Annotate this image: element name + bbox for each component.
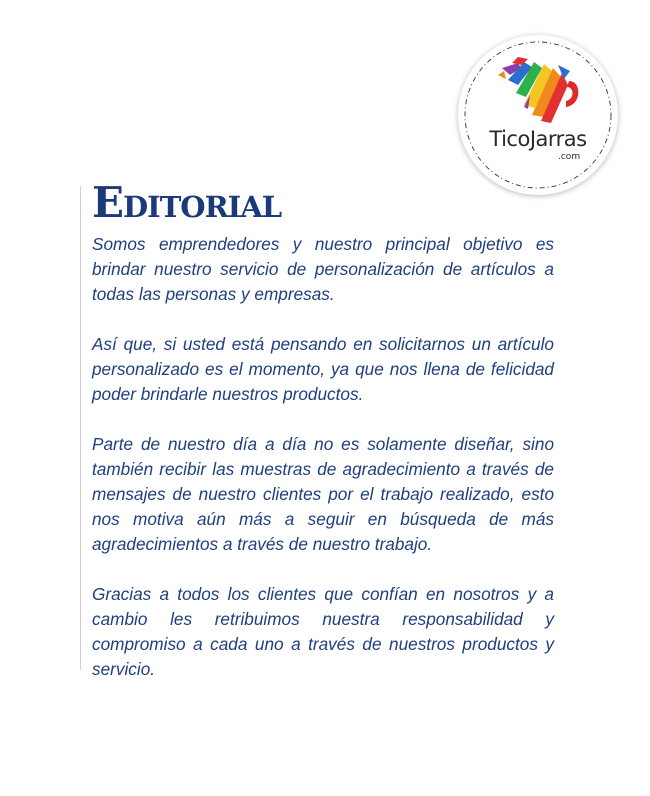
brand-logo-badge	[458, 35, 618, 195]
paragraph: Somos emprendedores y nuestro principal objetivo es brindar nuestro servicio de personalización de artículos a todas las personas y empresas.	[92, 234, 554, 304]
brand-name: TicoJarras	[489, 127, 587, 151]
paragraph: Así que, si usted está pensando en solicitarnos un artículo personalizado es el momento, ya que nos llena de felicidad poder brindarle nuestros productos.	[92, 334, 554, 404]
brand-domain: .com	[558, 152, 581, 162]
page-title: Editorial	[92, 178, 282, 227]
mug-logo-icon	[458, 35, 618, 195]
vertical-divider	[80, 186, 81, 670]
editorial-body	[92, 232, 554, 707]
paragraph: Gracias a todos los clientes que confían en nosotros y a cambio les retribuimos nuestra responsabilidad y compromiso a cada uno a través de nuestros productos y servicio.	[92, 584, 554, 679]
paragraph: Parte de nuestro día a día no es solamente diseñar, sino también recibir las muestras de agradecimiento a través de mensajes de nuestro clientes por el trabajo realizado, esto nos motiva aún más a seguir en búsqueda de más agradecimientos a través de nuestro trabajo.	[92, 434, 554, 554]
